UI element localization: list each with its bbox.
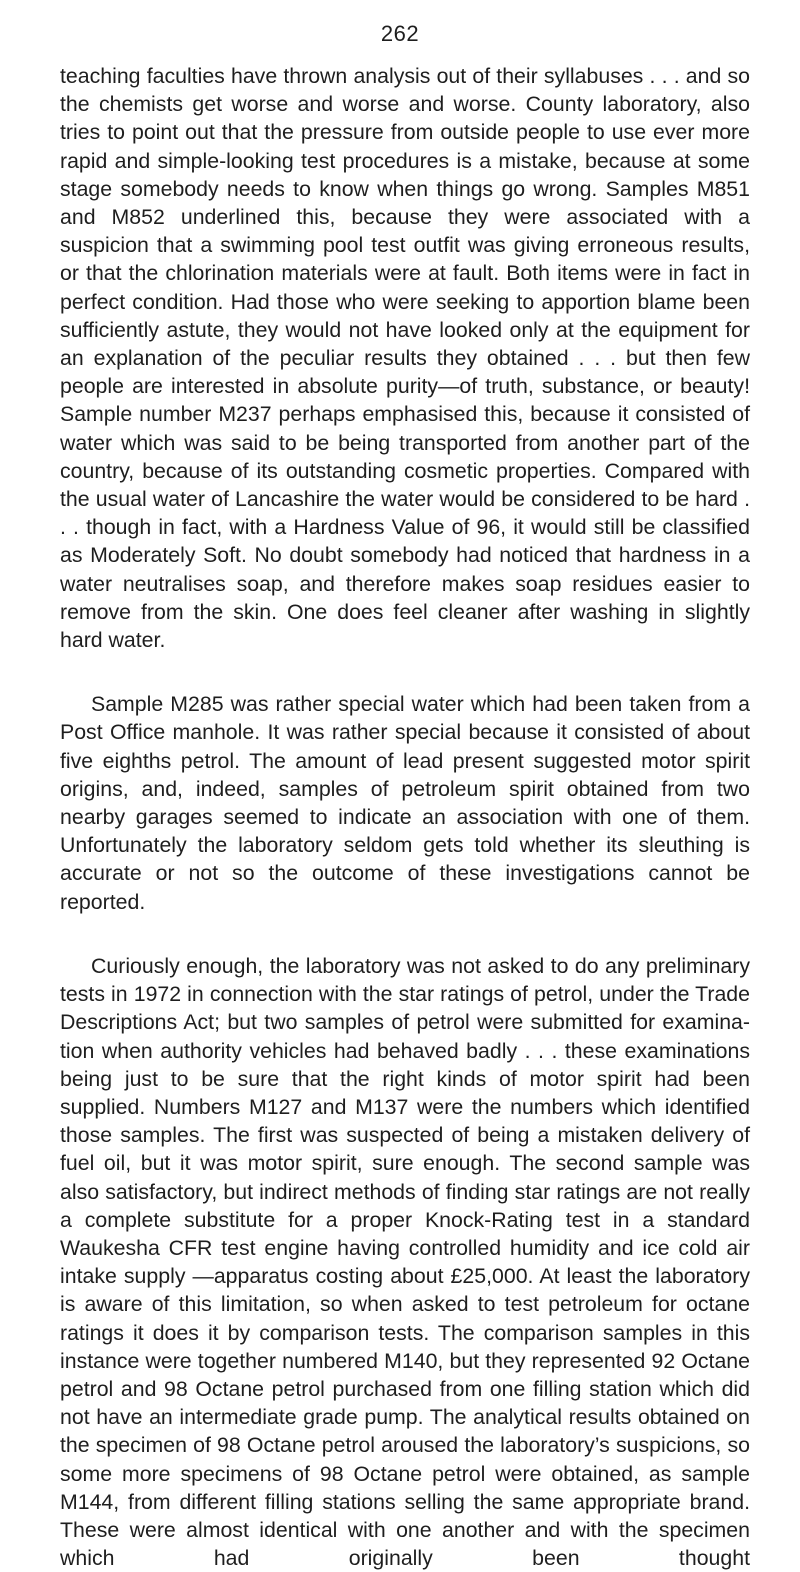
page-number: 262 (380, 21, 420, 46)
paragraph-sample-m285: Sample M285 was rather special water which had been taken from a Post Office manhole. It was rather special because it consisted of about five eighths petrol. The amount of lead present suggested motor spirit origins, and, indeed, samples of petroleum spirit obtained from two nearby garages seemed to indicate an association with one of them. Unfortunately the laboratory seldom gets told whether its sleuthing is accurate or not so the outcome of these investigations cannot be reported. (60, 692, 750, 914)
paragraph-continued: teaching faculties have thrown analysis out of their syllabuses . . . and so the chemists get worse and worse and worse. County laboratory, also tries to point out that the pressure from outside people to use ever more rapid and simple-looking test procedures is a mistake, because at some stage somebody needs to know when things go wrong. Samples M851 and M852 underlined this, because they were associated with a suspicion that a swimming pool test outfit was giving erroneous results, or that the chlorination materials were at fault. Both items were in fact in perfect condition. Had those who were seeking to apportion blame been sufficiently astute, they would not have looked only at the equipment for an explanation of the peculiar results they obtained . . . but then few people are interested in absolute purity—of truth, substance, or beauty! Sample number M237 perhaps emphasised this, because it consisted of water which was said to be being transported from another part of the country, because of its outstanding cosmetic properties. Compared with the usual water of Lancashire the water would be considered to be hard . . . though in fact, with a Hardness Value of 96, it would still be classified as Moderately Soft. No doubt somebody had noticed that hardness in a water neutralises soap, and therefore makes soap residues easier to remove from the skin. One does feel cleaner after washing in slightly hard water. (60, 64, 750, 653)
paragraph-star-ratings: Curiously enough, the laboratory was not asked to do any preliminary tests in 1972 in connection with the star ratings of petrol, under the Trade Descriptions Act; but two samples of petrol were submitted for examination when authority vehicles had behaved badly . . . these examinations being just to be sure that the right kinds of motor spirit had been supplied. Numbers M127 and M137 were the numbers which identified those samples. The first was suspected of being a mistaken delivery of fuel oil, but it was motor spirit, sure enough. The second sample was also satisfactory, but indirect methods of finding star ratings are not really a complete substitute for a proper Knock-Rating test in a standard Waukesha CFR test engine having controlled humidity and ice cold air intake supply —apparatus costing about £25,000. At least the laboratory is aware of this limitation, so when asked to test petroleum for octane ratings it does it by comparison tests. The comparison samples in this instance were together numbered M140, but they represented 92 Octane petrol and 98 Octane petrol purchased from one filling station which did not have an intermediate grade pump. The analytical results obtained on the specimen of 98 Octane petrol aroused the laboratory’s suspicions, so some more specimens of 98 Octane petrol were obtained, as sample M144, from different filling stations selling the same appropriate brand. These were almost identical with one another and with the specimen which had originally been thought (60, 953, 750, 1571)
body-text (60, 62, 750, 1572)
